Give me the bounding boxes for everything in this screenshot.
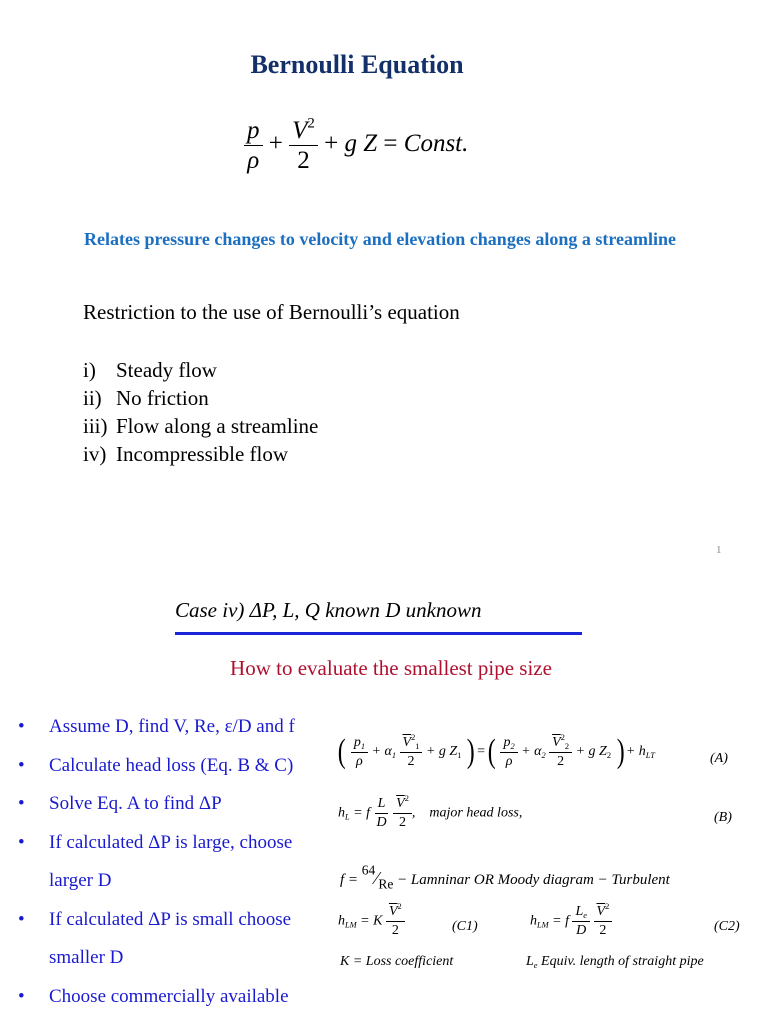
equation-c1-label: (C1) xyxy=(452,919,478,934)
bullet-item: • If calculated ΔP is large, choose xyxy=(18,824,369,863)
bullet-icon: • xyxy=(18,793,25,814)
bullet-item: • Assume D, find V, Re, ε/D and f xyxy=(18,708,369,747)
bullet-item: • Solve Eq. A to find ΔP xyxy=(18,785,369,824)
restriction-item: iii) Flow along a streamline xyxy=(83,414,319,438)
bullet-item-continuation: larger D xyxy=(49,870,112,891)
equation-c2-label: (C2) xyxy=(714,919,740,934)
bernoulli-description: Relates pressure changes to velocity and elevation changes along a streamline xyxy=(84,229,676,249)
restriction-item: iv) Incompressible flow xyxy=(83,442,289,466)
bullet-icon: • xyxy=(18,831,25,853)
bullet-icon: • xyxy=(18,985,25,1007)
minor-loss-equation-c1: $h_{LM} = K$ $\frac{\overline{V}^2}{2}$ xyxy=(338,905,405,938)
loss-coefficient-definition: K = Loss coefficient xyxy=(340,954,454,969)
friction-factor-equation: $f = ^{64}⁄_{Re}$ − Lamninar OR Moody diagram − Turbulent xyxy=(340,862,670,892)
bullet-icon: • xyxy=(18,754,25,776)
energy-equation-a: ( $\frac{p_1}{\rho}$ + $\alpha_1$ $\frac{\overline{V}^2_1}{2}$ + g $Z_1$ ) =( $\frac{p_2}{\rho}$ + $\alpha_2$ $\frac{\overline{V}^2_2}{2}$ + g $Z_2$ ) + $h_{LT}$ xyxy=(337,732,655,770)
restrictions-list xyxy=(83,356,318,468)
restriction-item: i) Steady flow xyxy=(83,358,217,382)
minor-loss-equation-c2: $h_{LM} = f$ $\frac{L_e}{D}$ $\frac{\overline{V}^2}{2}$ xyxy=(530,905,612,938)
bullet-item: • Calculate head loss (Eq. B & C) xyxy=(18,747,369,786)
bernoulli-equation: $\frac{p}{\rho}$ + $\frac{V^2}{2}$ + g Z = Const. xyxy=(244,118,468,173)
case-underline xyxy=(175,632,582,635)
restrictions-heading: Restriction to the use of Bernoulli’s equation xyxy=(83,300,460,324)
equation-b-label: (B) xyxy=(714,810,732,825)
restriction-item: ii) No friction xyxy=(83,386,209,410)
p-over-rho-fraction: $\frac{p}{\rho}$ xyxy=(244,118,263,173)
bullet-item-continuation: smaller D xyxy=(49,947,124,968)
v-squared-over-two-fraction: $\frac{V^2}{2}$ xyxy=(289,118,318,173)
bullet-item: • Choose commercially available xyxy=(18,978,369,1017)
slide-title: Bernoulli Equation xyxy=(250,50,464,79)
bullet-icon: • xyxy=(18,908,25,930)
equivalent-length-definition: $L_e$ Equiv. length of straight pipe xyxy=(526,954,704,970)
case-heading: Case iv) ΔP, L, Q known D unknown xyxy=(175,598,482,622)
bullet-icon: • xyxy=(18,716,25,737)
equation-a-label: (A) xyxy=(710,751,728,766)
major-head-loss-equation-b: $h_L = f$ $\frac{L}{D}$ $\frac{\overline{V}^2}{2}$ , major head loss, xyxy=(338,794,523,830)
bullet-item: • If calculated ΔP is small choose xyxy=(18,901,369,940)
procedure-bullets xyxy=(18,708,369,1016)
section-heading: How to evaluate the smallest pipe size xyxy=(230,656,552,680)
page-number: 1 xyxy=(716,544,722,556)
